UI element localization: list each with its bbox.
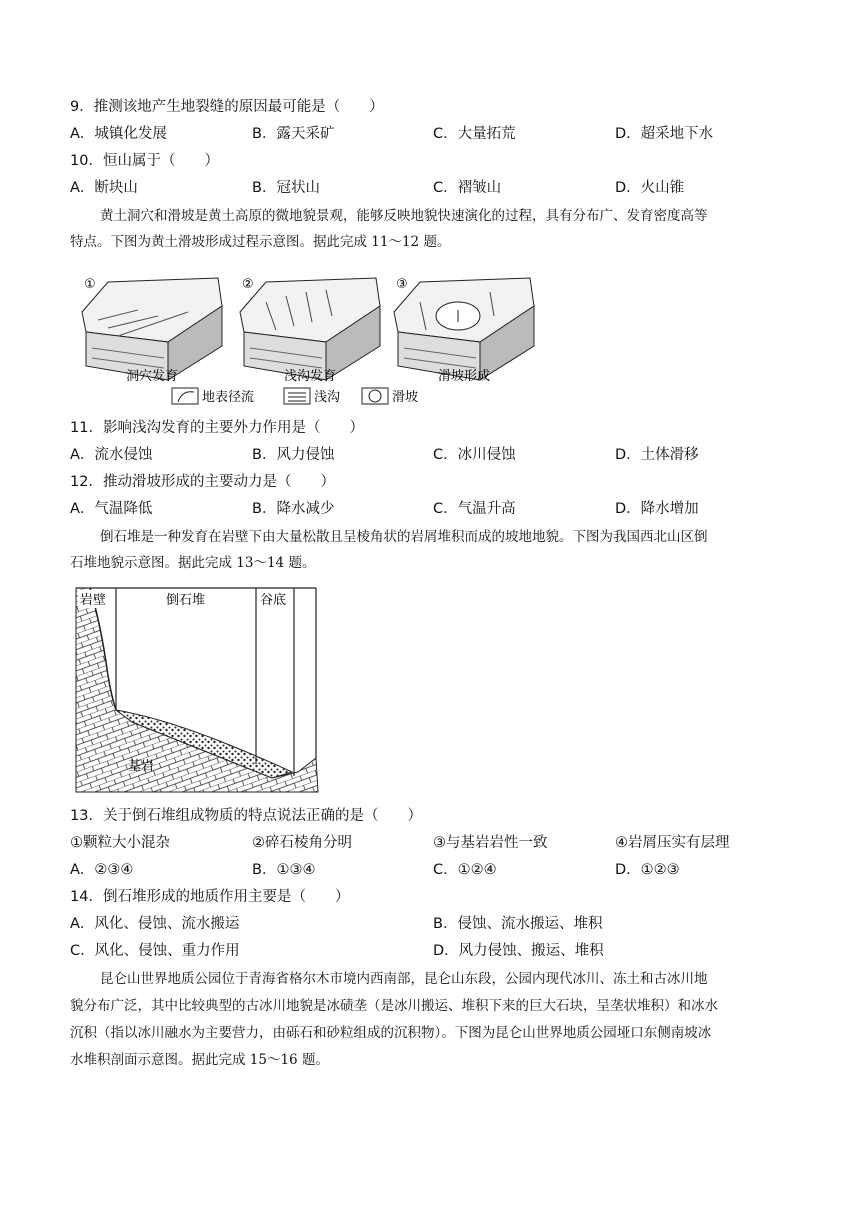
panel-3-caption: 滑坡形成: [438, 369, 491, 384]
q14-option-d: D．风力侵蚀、搬运、堆积: [433, 943, 604, 959]
talus-label-wall: 岩壁: [80, 593, 107, 608]
q14-stem: 14．倒石堆形成的地质作用主要是（ ）: [70, 889, 350, 905]
talus-label-talus: 倒石堆: [166, 593, 206, 608]
talus-label-bedrock: 基岩: [128, 759, 155, 774]
q13-statement-3: ③与基岩岩性一致: [433, 835, 548, 851]
talus-label-valley: 谷底: [260, 593, 287, 608]
q11-stem: 11．影响浅沟发育的主要外力作用是（ ）: [70, 420, 364, 436]
q9-option-d: D．超采地下水: [615, 126, 714, 142]
q12-option-d: D．降水增加: [615, 501, 699, 517]
q10-stem: 10．恒山属于（ ）: [70, 153, 219, 169]
q9-option-b: B．露天采矿: [252, 126, 335, 142]
q10-option-c: C．褶皱山: [433, 180, 502, 196]
q13-option-c: C．①②④: [433, 862, 497, 878]
q13-stem: 13．关于倒石堆组成物质的特点说法正确的是（ ）: [70, 808, 422, 824]
intro-13-14-line1: 倒石堆是一种发育在岩壁下由大量松散且呈棱角状的岩屑堆积而成的坡地地貌。下图为我国西北山区倒: [100, 529, 708, 545]
q12-option-b: B．降水减少: [252, 501, 335, 517]
intro-11-12-line1: 黄土洞穴和滑坡是黄土高原的微地貌景观，能够反映地貌快速演化的过程，具有分布广、发育密度高等: [100, 208, 708, 224]
intro-15-16-line2: 貌分布广泛，其中比较典型的古冰川地貌是冰碛垄（是冰川搬运、堆积下来的巨大石块，呈垄状堆积）和冰水: [70, 998, 718, 1014]
panel-3-number: ③: [396, 277, 408, 292]
intro-15-16-line1: 昆仑山世界地质公园位于青海省格尔木市境内西南部，昆仑山东段，公园内现代冰川、冻土和古冰川地: [100, 971, 708, 987]
q14-option-a: A．风化、侵蚀、流水搬运: [70, 916, 240, 932]
intro-13-14-line2: 石堆地貌示意图。据此完成 13～14 题。: [70, 555, 316, 571]
panel-1-number: ①: [84, 277, 96, 292]
q13-statement-4: ④岩屑压实有层理: [615, 835, 730, 851]
q12-stem: 12．推动滑坡形成的主要动力是（ ）: [70, 474, 335, 490]
intro-15-16-line3: 沉积（指以冰川融水为主要营力，由砾石和砂粒组成的沉积物）。下图为昆仑山世界地质公园垭口东侧南坡冰: [70, 1025, 712, 1041]
q9-stem: 9．推测该地产生地裂缝的原因最可能是（ ）: [70, 99, 384, 115]
legend-gully: 浅沟: [314, 390, 341, 405]
q14-option-b: B．侵蚀、流水搬运、堆积: [433, 916, 603, 932]
landslide-panel-1: [82, 277, 222, 384]
panel-1-caption: 洞穴发育: [126, 369, 179, 384]
q10-option-d: D．火山锥: [615, 180, 685, 196]
q13-option-d: D．①②③: [615, 862, 680, 878]
q13-statement-1: ①颗粒大小混杂: [70, 835, 170, 851]
q10-option-a: A．断块山: [70, 180, 138, 196]
q13-statement-2: ②碎石棱角分明: [252, 835, 352, 851]
q10-option-b: B．冠状山: [252, 180, 320, 196]
q12-option-c: C．气温升高: [433, 501, 516, 517]
q13-option-a: A．②③④: [70, 862, 134, 878]
q13-option-b: B．①③④: [252, 862, 316, 878]
landslide-panel-3: [394, 277, 534, 384]
landslide-legend: [172, 388, 418, 405]
q9-option-a: A．城镇化发展: [70, 126, 167, 142]
talus-figure: [72, 582, 328, 796]
panel-2-number: ②: [242, 277, 254, 292]
panel-2-caption: 浅沟发育: [284, 369, 337, 384]
q14-option-c: C．风化、侵蚀、重力作用: [70, 943, 240, 959]
q11-option-d: D．土体滑移: [615, 447, 699, 463]
legend-runoff: 地表径流: [202, 390, 255, 405]
q9-option-c: C．大量拓荒: [433, 126, 516, 142]
q11-option-b: B．风力侵蚀: [252, 447, 335, 463]
q12-option-a: A．气温降低: [70, 501, 153, 517]
landslide-figure: [78, 272, 538, 408]
legend-landslide: 滑坡: [392, 390, 419, 405]
landslide-panel-2: [240, 277, 380, 384]
q11-option-a: A．流水侵蚀: [70, 447, 153, 463]
intro-15-16-line4: 水堆积剖面示意图。据此完成 15～16 题。: [70, 1052, 329, 1068]
q11-option-c: C．冰川侵蚀: [433, 447, 516, 463]
intro-11-12-line2: 特点。下图为黄土滑坡形成过程示意图。据此完成 11～12 题。: [70, 234, 451, 250]
